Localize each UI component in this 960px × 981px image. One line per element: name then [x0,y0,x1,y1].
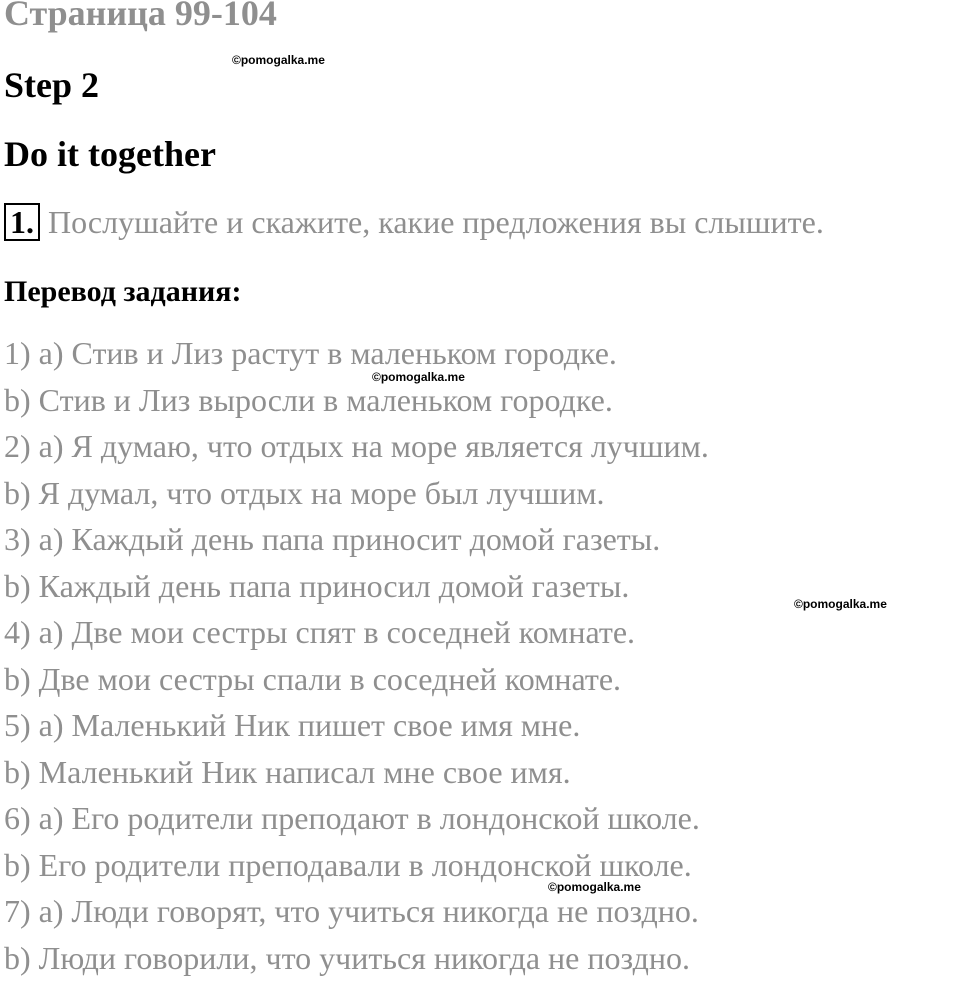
watermark-top: ©pomogalka.me [232,54,325,66]
sentence-2b: b) Я думал, что отдых на море был лучшим. [4,470,709,517]
translation-heading: Перевод задания: [4,274,241,310]
page-title: Страница 99-104 [4,0,277,35]
watermark-bottom: ©pomogalka.me [548,881,641,893]
section-heading: Do it together [4,133,216,176]
sentence-6a: 6) a) Его родители преподают в лондонской школе. [4,795,709,842]
watermark-middle: ©pomogalka.me [372,371,465,383]
sentence-2a: 2) a) Я думаю, что отдых на море является лучшим. [4,423,709,470]
sentence-3b: b) Каждый день папа приносил домой газеты. [4,563,709,610]
sentence-5a: 5) a) Маленький Ник пишет свое имя мне. [4,702,709,749]
task-row [4,202,824,242]
sentence-4a: 4) a) Две мои сестры спят в соседней комнате. [4,609,709,656]
task-number-box: 1. [4,203,40,241]
sentence-6b: b) Его родители преподавали в лондонской школе. [4,842,709,889]
sentence-1a: 1) a) Стив и Лиз растут в маленьком городке. [4,330,709,377]
step-heading: Step 2 [4,64,99,107]
sentence-7b: b) Люди говорили, что учиться никогда не поздно. [4,935,709,981]
sentence-3a: 3) a) Каждый день папа приносит домой газеты. [4,516,709,563]
sentence-7a: 7) a) Люди говорят, что учиться никогда не поздно. [4,888,709,935]
watermark-right: ©pomogalka.me [794,598,887,610]
sentence-1b: b) Стив и Лиз выросли в маленьком городке. [4,377,709,424]
sentence-4b: b) Две мои сестры спали в соседней комнате. [4,656,709,703]
task-instruction: Послушайте и скажите, какие предложения вы слышите. [48,206,824,238]
sentence-5b: b) Маленький Ник написал мне свое имя. [4,749,709,796]
